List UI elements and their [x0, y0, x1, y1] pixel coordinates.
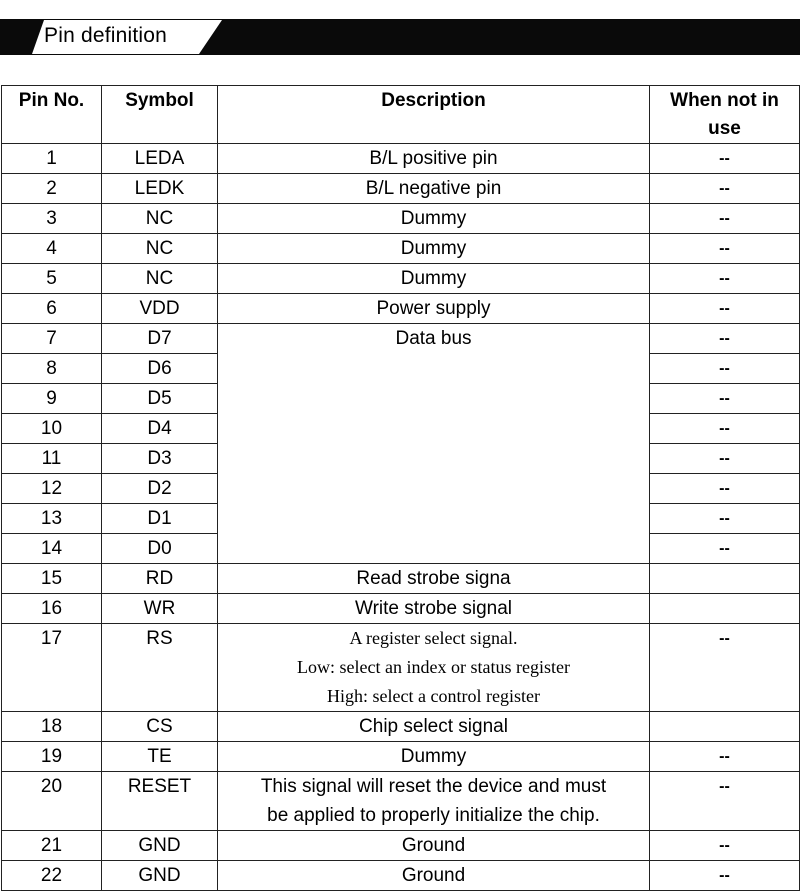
pin-unused: --	[650, 624, 800, 712]
pin-unused: --	[650, 264, 800, 294]
table-row	[2, 564, 800, 594]
pin-symbol: RESET	[102, 772, 218, 831]
pin-description: Ground	[218, 831, 650, 861]
pin-symbol: RS	[102, 624, 218, 712]
pin-unused: --	[650, 444, 800, 474]
table-row	[2, 594, 800, 624]
table-row	[2, 624, 800, 712]
pin-symbol: GND	[102, 831, 218, 861]
pin-description: B/L positive pin	[218, 144, 650, 174]
pin-number: 5	[2, 264, 102, 294]
pin-symbol: D2	[102, 474, 218, 504]
pin-unused: --	[650, 294, 800, 324]
pin-number: 8	[2, 354, 102, 384]
pin-symbol: LEDA	[102, 144, 218, 174]
pin-symbol: VDD	[102, 294, 218, 324]
pin-unused: --	[650, 474, 800, 504]
pin-symbol: TE	[102, 742, 218, 772]
table-row	[2, 324, 800, 354]
pin-number: 19	[2, 742, 102, 772]
pin-unused: --	[650, 354, 800, 384]
pin-symbol: D5	[102, 384, 218, 414]
pin-number: 11	[2, 444, 102, 474]
section-banner	[0, 19, 800, 55]
pin-unused: --	[650, 144, 800, 174]
pin-description	[218, 624, 650, 712]
pin-description: Chip select signal	[218, 712, 650, 742]
pin-description: Dummy	[218, 204, 650, 234]
pin-symbol: NC	[102, 234, 218, 264]
pin-unused: --	[650, 504, 800, 534]
pin-unused: --	[650, 204, 800, 234]
table-row	[2, 144, 800, 174]
header-when-not-in-use-line2: use	[708, 118, 741, 139]
pin-number: 2	[2, 174, 102, 204]
description-line: be applied to properly initialize the chip.	[267, 805, 600, 826]
pin-unused: --	[650, 174, 800, 204]
pin-symbol: GND	[102, 861, 218, 891]
pin-description: Read strobe signa	[218, 564, 650, 594]
pin-unused: --	[650, 861, 800, 891]
pin-number: 3	[2, 204, 102, 234]
pin-description: Write strobe signal	[218, 594, 650, 624]
pin-symbol: D3	[102, 444, 218, 474]
pin-number: 17	[2, 624, 102, 712]
table-row	[2, 772, 800, 831]
pin-symbol: LEDK	[102, 174, 218, 204]
pin-symbol: D6	[102, 354, 218, 384]
pin-description-data-bus: Data bus	[218, 324, 650, 564]
pin-unused: --	[650, 831, 800, 861]
pin-number: 13	[2, 504, 102, 534]
pin-symbol: D4	[102, 414, 218, 444]
pin-symbol: D7	[102, 324, 218, 354]
pin-unused: --	[650, 384, 800, 414]
pin-unused: --	[650, 324, 800, 354]
pin-number: 12	[2, 474, 102, 504]
pin-number: 20	[2, 772, 102, 831]
pin-unused: --	[650, 772, 800, 831]
pin-description: Dummy	[218, 234, 650, 264]
description-line: This signal will reset the device and must	[260, 776, 607, 797]
table-row	[2, 174, 800, 204]
table-row	[2, 831, 800, 861]
pin-number: 22	[2, 861, 102, 891]
pin-number: 10	[2, 414, 102, 444]
pin-unused: --	[650, 234, 800, 264]
pin-number: 14	[2, 534, 102, 564]
pin-description: B/L negative pin	[218, 174, 650, 204]
table-row	[2, 712, 800, 742]
pin-symbol: NC	[102, 264, 218, 294]
pin-number: 9	[2, 384, 102, 414]
pin-symbol: RD	[102, 564, 218, 594]
table-row	[2, 742, 800, 772]
table-row	[2, 204, 800, 234]
pin-number: 6	[2, 294, 102, 324]
pin-number: 21	[2, 831, 102, 861]
pin-symbol: NC	[102, 204, 218, 234]
pin-number: 1	[2, 144, 102, 174]
table-row	[2, 294, 800, 324]
pin-unused	[650, 594, 800, 624]
pin-description: Dummy	[218, 264, 650, 294]
pin-symbol: CS	[102, 712, 218, 742]
pin-number: 7	[2, 324, 102, 354]
header-pin-no: Pin No.	[2, 86, 102, 144]
pin-description	[218, 772, 650, 831]
pin-symbol: D0	[102, 534, 218, 564]
pin-symbol: D1	[102, 504, 218, 534]
pin-number: 15	[2, 564, 102, 594]
description-line: Low: select an index or status register	[297, 657, 570, 677]
pin-description: Dummy	[218, 742, 650, 772]
table-row	[2, 264, 800, 294]
pin-unused: --	[650, 742, 800, 772]
pin-table	[1, 85, 800, 891]
pin-number: 18	[2, 712, 102, 742]
description-line: High: select a control register	[327, 686, 540, 706]
pin-number: 16	[2, 594, 102, 624]
pin-unused	[650, 712, 800, 742]
pin-description: Ground	[218, 861, 650, 891]
section-title: Pin definition	[44, 24, 168, 47]
header-description: Description	[218, 86, 650, 144]
header-when-not-in-use-line1: When not in	[670, 90, 779, 111]
table-row	[2, 234, 800, 264]
pin-unused	[650, 564, 800, 594]
pin-unused: --	[650, 534, 800, 564]
pin-description: Power supply	[218, 294, 650, 324]
header-symbol: Symbol	[102, 86, 218, 144]
table-header-row	[2, 86, 800, 144]
header-when-not-in-use	[650, 86, 800, 144]
pin-unused: --	[650, 414, 800, 444]
table-row	[2, 861, 800, 891]
pin-number: 4	[2, 234, 102, 264]
pin-symbol: WR	[102, 594, 218, 624]
description-line: A register select signal.	[349, 628, 518, 648]
